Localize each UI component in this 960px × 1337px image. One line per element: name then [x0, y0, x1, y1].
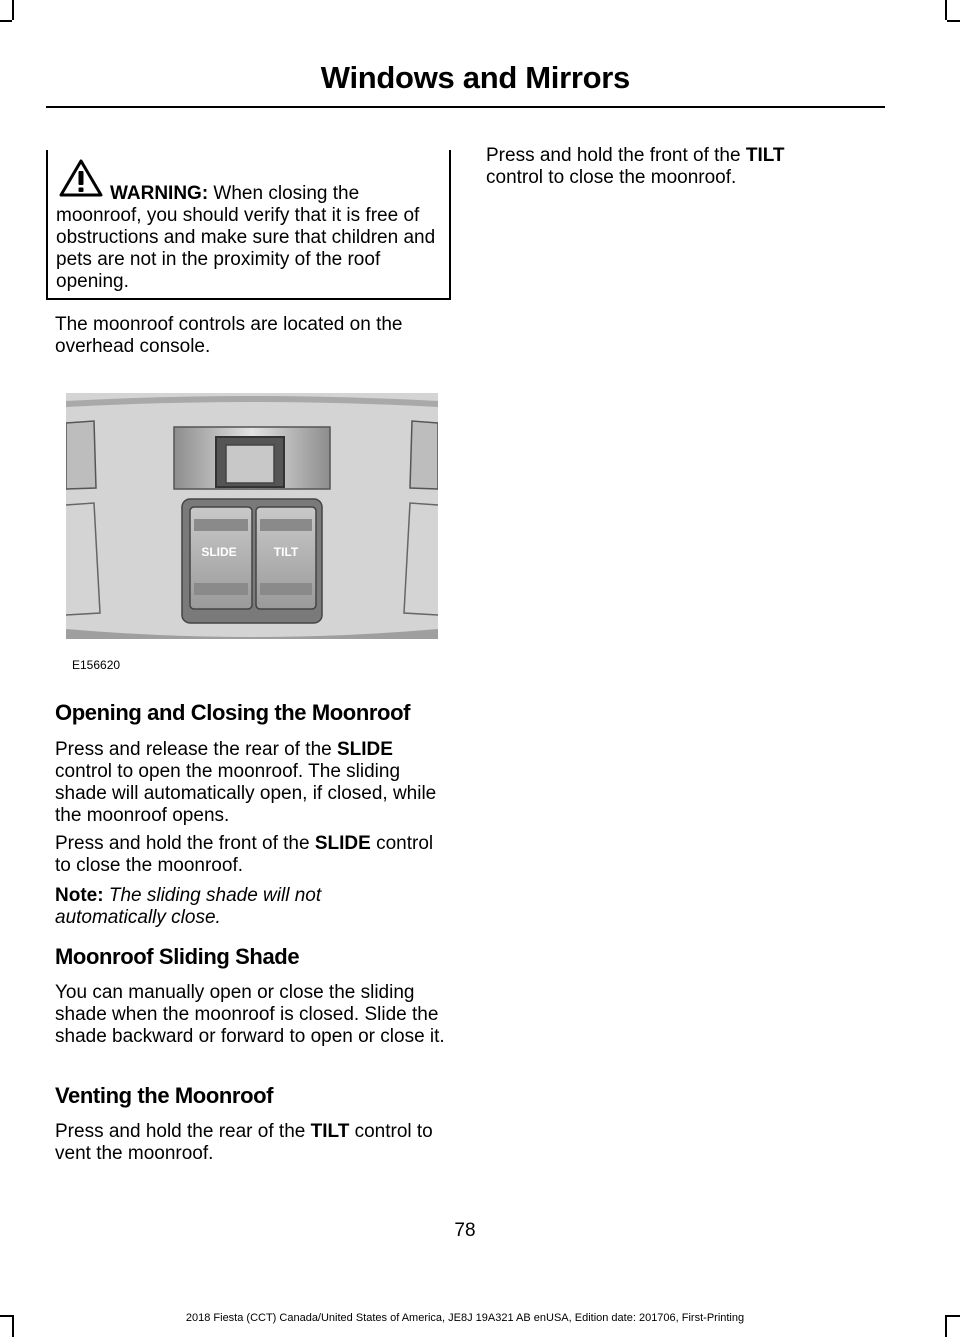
section-heading-open-close: Opening and Closing the Moonroof	[55, 700, 411, 725]
text-run: control to open the moonroof. The sliding shade will automatically open, if closed, while the moonroof opens.	[55, 761, 437, 826]
warning-label: WARNING:	[110, 183, 209, 204]
intro-paragraph: The moonroof controls are located on the overhead console.	[55, 314, 403, 357]
note-text: The sliding shade will not automatically close.	[55, 885, 322, 928]
tilt-control-label: TILT	[273, 545, 299, 559]
text-run: Press and hold the front of the	[55, 833, 315, 854]
warning-body: When closing the moonroof, you should verify that it is free of obstructions and make sure that children and pets are not in the proximity of the roof opening.	[56, 183, 436, 292]
text-run: Press and hold the rear of the	[55, 1121, 311, 1142]
header-rule	[46, 106, 885, 108]
warning-box	[46, 150, 451, 300]
page-header-title: Windows and Mirrors	[320, 60, 630, 95]
tilt-keyword: TILT	[745, 145, 785, 166]
crop-mark	[0, 20, 12, 22]
note-label: Note:	[55, 885, 104, 906]
slide-keyword: SLIDE	[314, 833, 371, 854]
crop-mark	[947, 20, 960, 22]
warning-text	[56, 183, 448, 293]
page-footer: 2018 Fiesta (CCT) Canada/United States of America, JE8J 19A321 AB enUSA, Edition date: 201706, First-Printing	[185, 1312, 745, 1324]
text-run: Press and hold the front of the	[486, 145, 746, 166]
moonroof-console-figure	[66, 393, 438, 639]
slide-keyword: SLIDE	[337, 739, 393, 760]
slide-control-label: SLIDE	[201, 545, 237, 559]
text-run: control to close the moonroof.	[55, 833, 434, 876]
crop-mark	[945, 1315, 947, 1337]
text-run: control to vent the moonroof.	[55, 1121, 433, 1164]
note-paragraph	[55, 885, 385, 929]
shade-paragraph: You can manually open or close the sliding shade when the moonroof is closed. Slide the shade backward or forward to open or close it.	[55, 982, 445, 1047]
section-heading-sliding-shade: Moonroof Sliding Shade	[55, 944, 300, 969]
text-run: Press and release the rear of the	[55, 739, 337, 760]
crop-mark	[947, 1315, 960, 1317]
close-paragraph	[55, 833, 450, 877]
crop-mark	[12, 0, 14, 20]
section-heading-venting: Venting the Moonroof	[55, 1083, 274, 1108]
text-run: control to close the moonroof.	[486, 167, 737, 188]
tilt-keyword: TILT	[310, 1121, 350, 1142]
crop-mark	[945, 0, 947, 20]
right-column	[486, 145, 846, 189]
page-number: 78	[454, 1220, 476, 1241]
vent-paragraph	[55, 1121, 450, 1165]
figure-id: E156620	[72, 658, 121, 672]
open-paragraph	[55, 739, 450, 827]
tilt-close-paragraph	[486, 145, 831, 189]
